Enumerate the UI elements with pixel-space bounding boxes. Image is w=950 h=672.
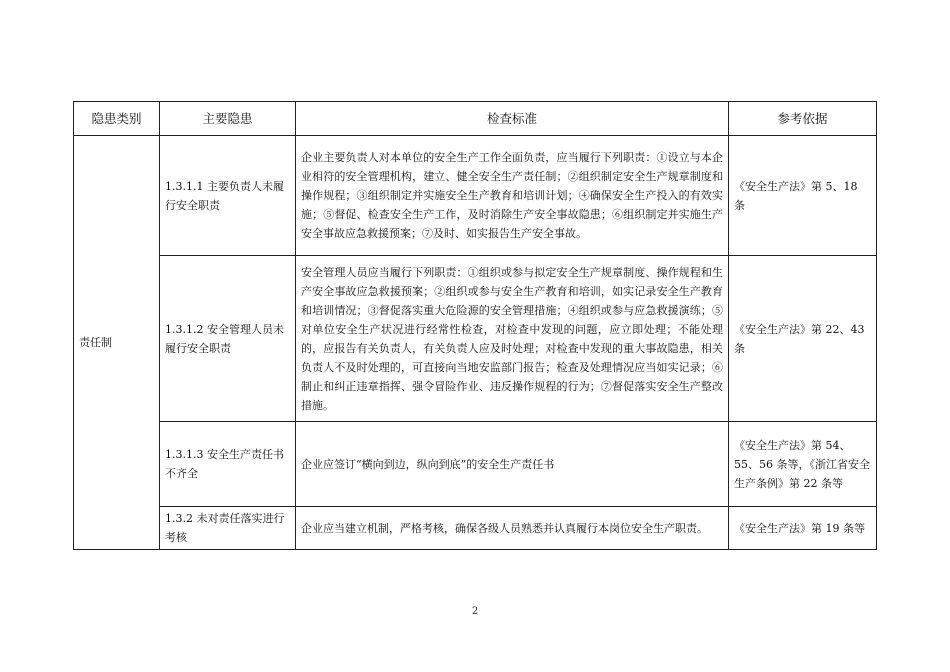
hazard-cell: 1.3.1.3 安全生产责任书不齐全 (160, 422, 296, 507)
header-reference: 参考依据 (729, 102, 877, 136)
reference-cell: 《安全生产法》第 22、43 条 (729, 256, 877, 422)
standard-cell: 企业主要负责人对本单位的安全生产工作全面负责，应当履行下列职责：①设立与本企业相符的安全管理机构，建立、健全安全生产责任制；②组织制定安全生产规章制度和操作规程；③组织制定并实施安全生产教育和培训计划；④确保安全生产投入的有效实施；⑤督促、检查安全生产工作，及时消除生产安全事故隐患；⑥组织制定并实施生产安全事故应急救援预案；⑦及时、如实报告生产安全事故。 (296, 136, 729, 256)
table-row (74, 136, 877, 256)
table-row (74, 422, 877, 507)
reference-cell: 《安全生产法》第 54、55、56 条等，《浙江省安全生产条例》第 22 条等 (729, 422, 877, 507)
standard-cell: 安全管理人员应当履行下列职责：①组织或参与拟定安全生产规章制度、操作规程和生产安全事故应急救援预案；②组织或参与安全生产教育和培训，如实记录安全生产教育和培训情况；③督促落实重大危险源的安全管理措施；④组织或参与应急救援演练；⑤对单位安全生产状况进行经常性检查，对检查中发现的问题，应立即处理；不能处理的，应报告有关负责人，有关负责人应及时处理；对检查中发现的重大事故隐患，相关负责人不及时处理的，可直接向当地安监部门报告；检查及处理情况应当如实记录；⑥制止和纠正违章指挥、强令冒险作业、违反操作规程的行为；⑦督促落实安全生产整改措施。 (296, 256, 729, 422)
reference-cell: 《安全生产法》第 5、18 条 (729, 136, 877, 256)
standard-cell: 企业应当建立机制，严格考核，确保各级人员熟悉并认真履行本岗位安全生产职责。 (296, 507, 729, 550)
hazard-table (73, 101, 877, 550)
category-cell: 责任制 (74, 136, 160, 550)
hazard-cell: 1.3.1.1 主要负责人未履行安全职责 (160, 136, 296, 256)
header-standard: 检查标准 (296, 102, 729, 136)
header-row (74, 102, 877, 136)
standard-cell: 企业应签订“横向到边，纵向到底”的安全生产责任书 (296, 422, 729, 507)
reference-cell: 《安全生产法》第 19 条等 (729, 507, 877, 550)
page-number: 2 (471, 606, 479, 617)
table-row (74, 507, 877, 550)
header-category: 隐患类别 (74, 102, 160, 136)
hazard-cell: 1.3.1.2 安全管理人员未履行安全职责 (160, 256, 296, 422)
hazard-cell: 1.3.2 未对责任落实进行考核 (160, 507, 296, 550)
table-row (74, 256, 877, 422)
header-main-hazard: 主要隐患 (160, 102, 296, 136)
